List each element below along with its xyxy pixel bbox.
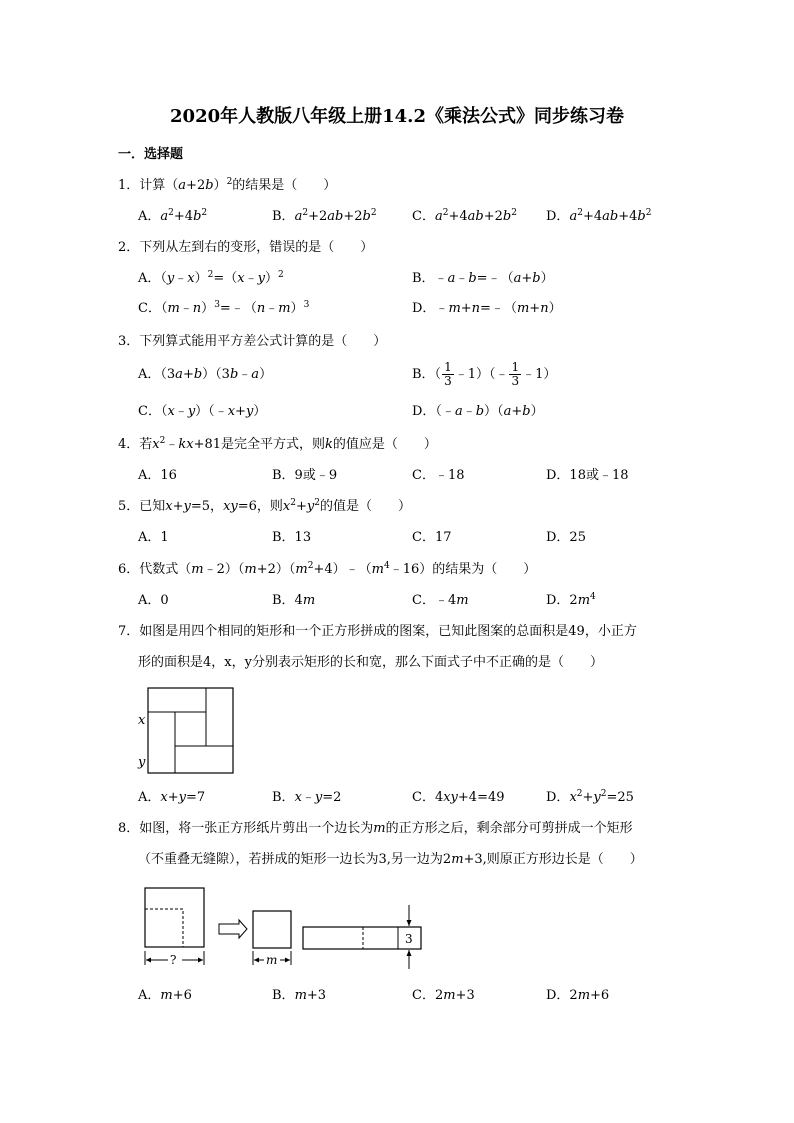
q7-option-c[interactable]: C．4xy+4=49 (412, 790, 505, 805)
q7-figure (140, 686, 240, 776)
q4-stem: 4．若$x^2﹣kx+81$是完全平方式，则k的值应是（ ） (118, 436, 437, 452)
q7-option-b[interactable]: B．x﹣y=2 (272, 790, 342, 805)
q5-stem: 5．已知x+y=5，xy=6，则$x^2+y^2$的值是（ ） (118, 498, 412, 514)
q2-option-b[interactable]: B．﹣a﹣b=﹣（a+b） (412, 271, 554, 286)
q1-stem: 1．计算$(a+2b)^2$的结果是（ ） (118, 177, 337, 193)
q1-option-d[interactable]: D．$a^2+4ab+4b^2$ (546, 208, 652, 224)
q7-rect-bottom (175, 746, 233, 773)
q5-option-a[interactable]: A．1 (138, 530, 169, 545)
q7-rect-top (148, 688, 206, 712)
q2-option-c[interactable]: C．（m﹣n）$^3$=﹣（n﹣m）$^3$ (138, 300, 310, 316)
q3-option-c[interactable]: C．（x﹣y）（﹣x+y） (138, 404, 267, 419)
q8-option-d[interactable]: D．2m+6 (546, 988, 610, 1003)
q4-option-b[interactable]: B．9或﹣9 (272, 468, 338, 483)
q6-option-a[interactable]: A．0 (138, 593, 169, 608)
page-title: 2020年人教版八年级上册14.2《乘法公式》同步练习卷 (170, 106, 624, 127)
q7-label-x: x (138, 713, 146, 728)
q8-option-c[interactable]: C．2m+3 (412, 988, 475, 1003)
q2-option-a[interactable]: A．（y﹣x）$^2$=（x﹣y）$^2$ (138, 270, 284, 286)
q8-option-b[interactable]: B．m+3 (272, 988, 327, 1003)
q7-label-y: y (138, 755, 146, 770)
q7-inner-square (175, 712, 206, 746)
q7-outer-square (148, 688, 233, 773)
q7-rect-left (148, 712, 175, 773)
q7-stem-line2: 形的面积是4，x，y分别表示矩形的长和宽，那么下面式子中不正确的是（ ） (138, 655, 603, 670)
q7-option-a[interactable]: A．x+y=7 (138, 790, 206, 805)
q4-option-c[interactable]: C．﹣18 (412, 468, 465, 483)
q5-option-d[interactable]: D．25 (546, 530, 586, 545)
q8-label-3: 3 (405, 932, 413, 946)
q4-option-a[interactable]: A．16 (138, 468, 177, 483)
q7-option-d[interactable]: D．$x^2+y^2=25$ (546, 789, 634, 805)
q3-stem: 3．下列算式能用平方差公式计算的是（ ） (118, 334, 387, 349)
section-heading: 一．选择题 (118, 147, 184, 162)
q1-option-b[interactable]: B．$a^2+2ab+2b^2$ (272, 208, 377, 224)
q6-option-b[interactable]: B．4m (272, 593, 316, 608)
q8-option-a[interactable]: A．m+6 (138, 988, 192, 1003)
q3-option-a[interactable]: A．（3a+b）（3b﹣a） (138, 367, 273, 382)
q8-stem-line1: 8．如图，将一张正方形纸片剪出一个边长为m的正方形之后，剩余部分可剪拼成一个矩形 (118, 821, 633, 836)
q6-option-d[interactable]: D．$2m^4$ (546, 592, 596, 608)
q8-cut-line (145, 909, 183, 947)
q8-stem-line2: （不重叠无缝隙），若拼成的矩形一边长为3,另一边为2m+3,则原正方形边长是（ ） (138, 852, 643, 867)
q8-long-rectangle (303, 927, 421, 949)
q2-option-d[interactable]: D．﹣m+n=﹣（m+n） (412, 301, 562, 316)
q3-option-d[interactable]: D．（﹣a﹣b）（a+b） (412, 404, 544, 419)
q8-label-question: ? (170, 953, 177, 967)
q7-rect-right (206, 688, 233, 746)
q8-figure (140, 883, 440, 973)
q3-option-b[interactable]: B．（ $\frac{1}{3}$ ﹣1）（﹣ $\frac{1}{3}$ ﹣1） (412, 360, 557, 388)
q5-option-c[interactable]: C．17 (412, 530, 452, 545)
q4-option-d[interactable]: D．18或﹣18 (546, 468, 629, 483)
q1-option-a[interactable]: A．$a^2+4b^2$ (138, 208, 208, 224)
q1-option-c[interactable]: C．$a^2+4ab+2b^2$ (412, 208, 517, 224)
q8-small-square (253, 911, 291, 948)
q6-stem: 6．代数式$(m﹣2)(m+2)(m^2+4)﹣(m^4﹣16)$的结果为（ ） (118, 561, 537, 577)
q2-stem: 2．下列从左到右的变形，错误的是（ ） (118, 240, 374, 255)
q8-original-square (145, 888, 204, 947)
q7-stem-line1: 7．如图是用四个相同的矩形和一个正方形拼成的图案，已知此图案的总面积是49，小正方 (118, 624, 637, 639)
q5-option-b[interactable]: B．13 (272, 530, 312, 545)
q8-transform-arrow (219, 920, 247, 938)
q8-label-m: m (266, 953, 278, 967)
q6-option-c[interactable]: C．﹣4m (412, 593, 469, 608)
